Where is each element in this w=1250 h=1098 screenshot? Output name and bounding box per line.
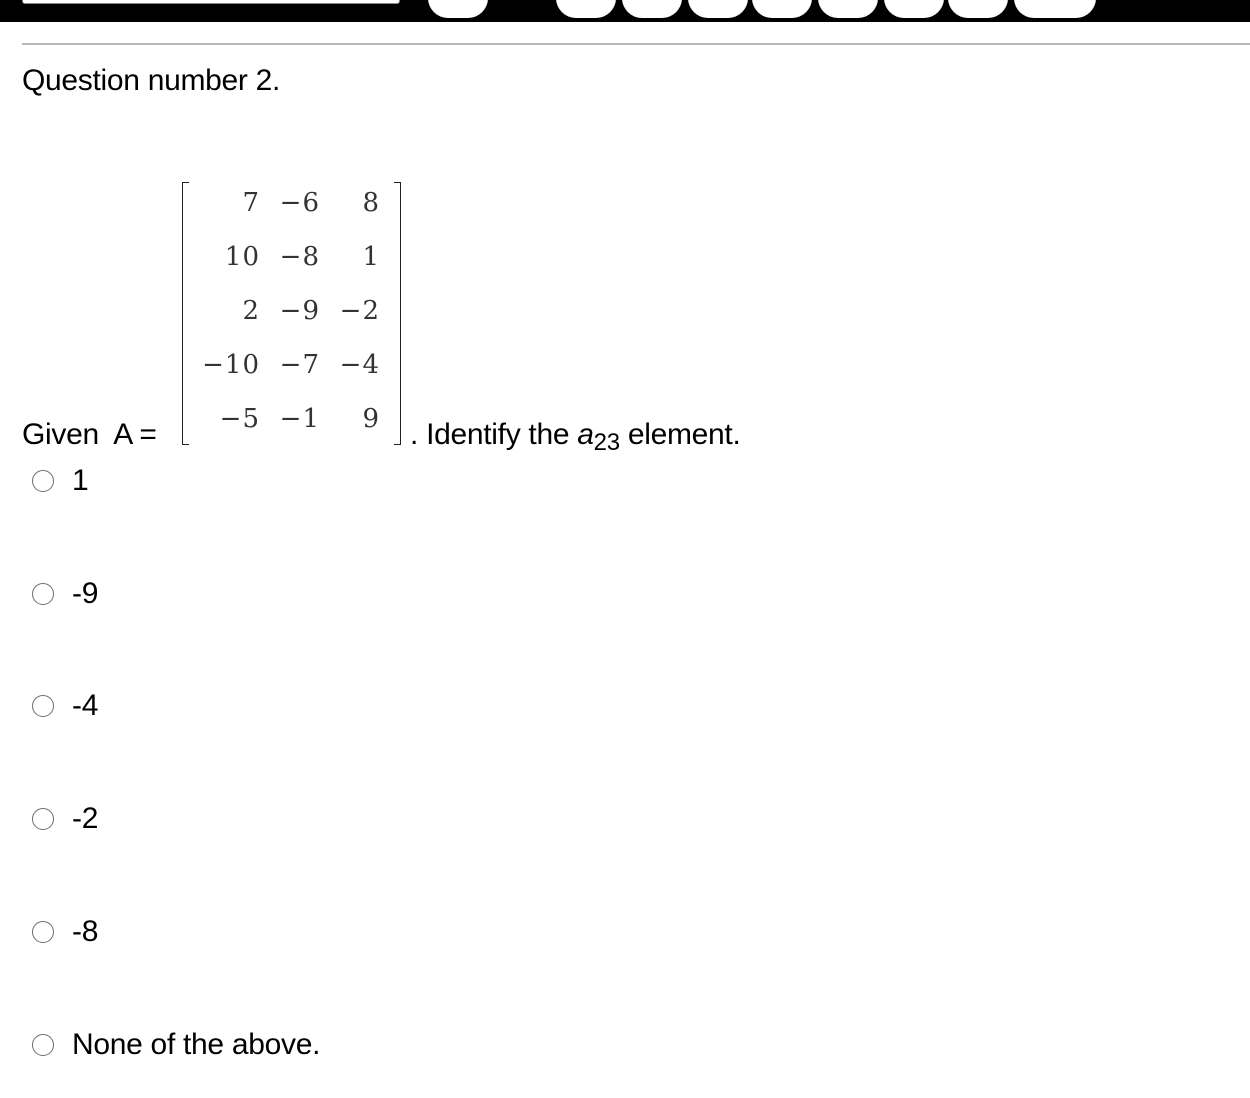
answer-option[interactable] [32,465,88,497]
question-number: Question number 2. [22,64,281,97]
radio-button[interactable] [32,1034,54,1056]
radio-button[interactable] [32,695,54,717]
nav-button[interactable] [428,0,488,18]
answer-option-label: -8 [72,915,99,948]
matrix-left-bracket [182,182,189,445]
answer-option-label: -2 [72,802,99,835]
element-letter: a [577,418,594,451]
nav-button[interactable] [688,0,748,18]
prompt-prefix: . Identify the [410,418,578,451]
matrix-cell: −2 [339,296,380,326]
nav-button[interactable] [1014,0,1096,18]
answer-option-label: 1 [72,464,89,497]
top-navigation-bar [0,0,1250,22]
matrix-cell: −6 [279,188,320,218]
top-input-field[interactable] [22,0,400,4]
element-index: 23 [593,429,620,456]
matrix-cell: −4 [339,350,380,380]
matrix-cell: 1 [362,242,380,272]
matrix-cell: 7 [242,188,260,218]
matrix-cell: −7 [279,350,320,380]
matrix-cell: −5 [219,404,260,434]
radio-button[interactable] [32,470,54,492]
answer-option-label: -4 [72,689,99,722]
divider [22,43,1250,45]
nav-button[interactable] [948,0,1008,18]
matrix-cell: 9 [362,404,380,434]
nav-button[interactable] [752,0,812,18]
given-label: Given A = [22,418,157,451]
answer-option[interactable] [32,803,98,835]
prompt-suffix: element. [619,418,741,451]
matrix-cell: 10 [224,242,260,272]
matrix-cell: −1 [279,404,320,434]
radio-button[interactable] [32,808,54,830]
matrix-a [180,180,404,445]
answer-option[interactable] [32,578,98,610]
answer-option[interactable] [32,1029,320,1061]
nav-button[interactable] [818,0,878,18]
answer-option-label: None of the above. [72,1028,321,1061]
matrix-cell: 2 [242,296,260,326]
nav-button[interactable] [556,0,616,18]
matrix-cell: −10 [202,350,260,380]
matrix-cell: −9 [279,296,320,326]
radio-button[interactable] [32,583,54,605]
matrix-cell: −8 [279,242,320,272]
answer-option[interactable] [32,916,98,948]
nav-button[interactable] [622,0,682,18]
matrix-right-bracket [394,182,401,445]
nav-button[interactable] [884,0,944,18]
matrix-cell: 8 [362,188,380,218]
radio-button[interactable] [32,921,54,943]
question-prompt [410,418,740,457]
answer-option-label: -9 [72,577,99,610]
answer-option[interactable] [32,690,98,722]
